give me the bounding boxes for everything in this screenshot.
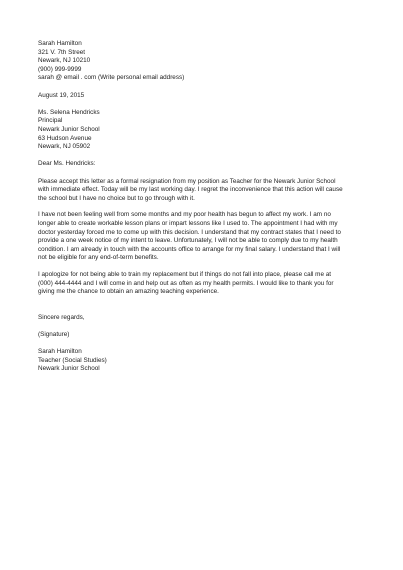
sender-name: Sarah Hamilton (38, 40, 82, 47)
recipient-street: 63 Hudson Avenue (38, 134, 92, 142)
paragraph-line: Please accept this letter as a formal resignation from my position as Teacher for the Newark Junior School (38, 177, 336, 185)
signoff-name: Sarah Hamilton (38, 348, 82, 356)
recipient-name: Ms. Selena Hendricks (38, 108, 100, 116)
signoff-organization: Newark Junior School (38, 365, 100, 373)
sender-email: sarah @ email . com (Write personal email address) (38, 74, 185, 82)
paragraph-line: giving me the chance to obtain an amazing teaching experience. (38, 288, 219, 296)
paragraph-line: the school but I have no choice but to go through with it. (38, 194, 195, 202)
recipient-city: Newark, NJ 05902 (38, 143, 91, 151)
paragraph-line: I have not been feeling well from some months and my poor health has begun to affect my work. I am no (38, 211, 331, 219)
sender-phone: (900) 999-9999 (38, 65, 82, 73)
paragraph-line: I apologize for not being able to train my replacement but if things do not fall into place, please call me at (38, 271, 332, 279)
sender-block (38, 40, 368, 83)
body-paragraph (38, 178, 368, 204)
paragraph-line: (000) 444-4444 and I will come in and help out as often as my health permits. I would like to thank you for (38, 279, 334, 287)
body-paragraph (38, 271, 368, 297)
recipient-title: Principal (38, 117, 63, 125)
resignation-letter (38, 40, 368, 374)
salutation: Dear Ms. Hendricks: (38, 160, 96, 168)
recipient-block (38, 109, 368, 152)
sender-city: Newark, NJ 10210 (38, 57, 91, 65)
paragraph-line: not be eligible for any end-of-term benefits. (38, 254, 159, 262)
closing: Sincere regards, (38, 313, 85, 321)
sender-street: 321 V. 7th Street (38, 48, 86, 56)
signoff-block (38, 348, 368, 374)
signoff-title: Teacher (Social Studies) (38, 356, 107, 364)
paragraph-line: with immediate effect. Today will be my last working day. I regret the inconvenience that this action will cause (38, 186, 343, 194)
paragraph-line: longer able to create workable lesson plans or impart lessons like I used to. The appointment I had with my (38, 220, 338, 228)
letter-date: August 19, 2015 (38, 91, 85, 99)
paragraph-line: doctor yesterday forced me to come up with this decision. I understand that my contract states that I need to (38, 228, 341, 236)
recipient-organization: Newark Junior School (38, 125, 100, 133)
paragraph-line: provide a one week notice of my intent to leave. Unfortunately, I will not be able to comply due to my health (38, 237, 338, 245)
body-paragraph (38, 211, 368, 263)
signature-placeholder: (Signature) (38, 330, 70, 338)
paragraph-line: condition. I am already in touch with the accounts office to arrange for my final salary. I understand that I will (38, 245, 341, 253)
